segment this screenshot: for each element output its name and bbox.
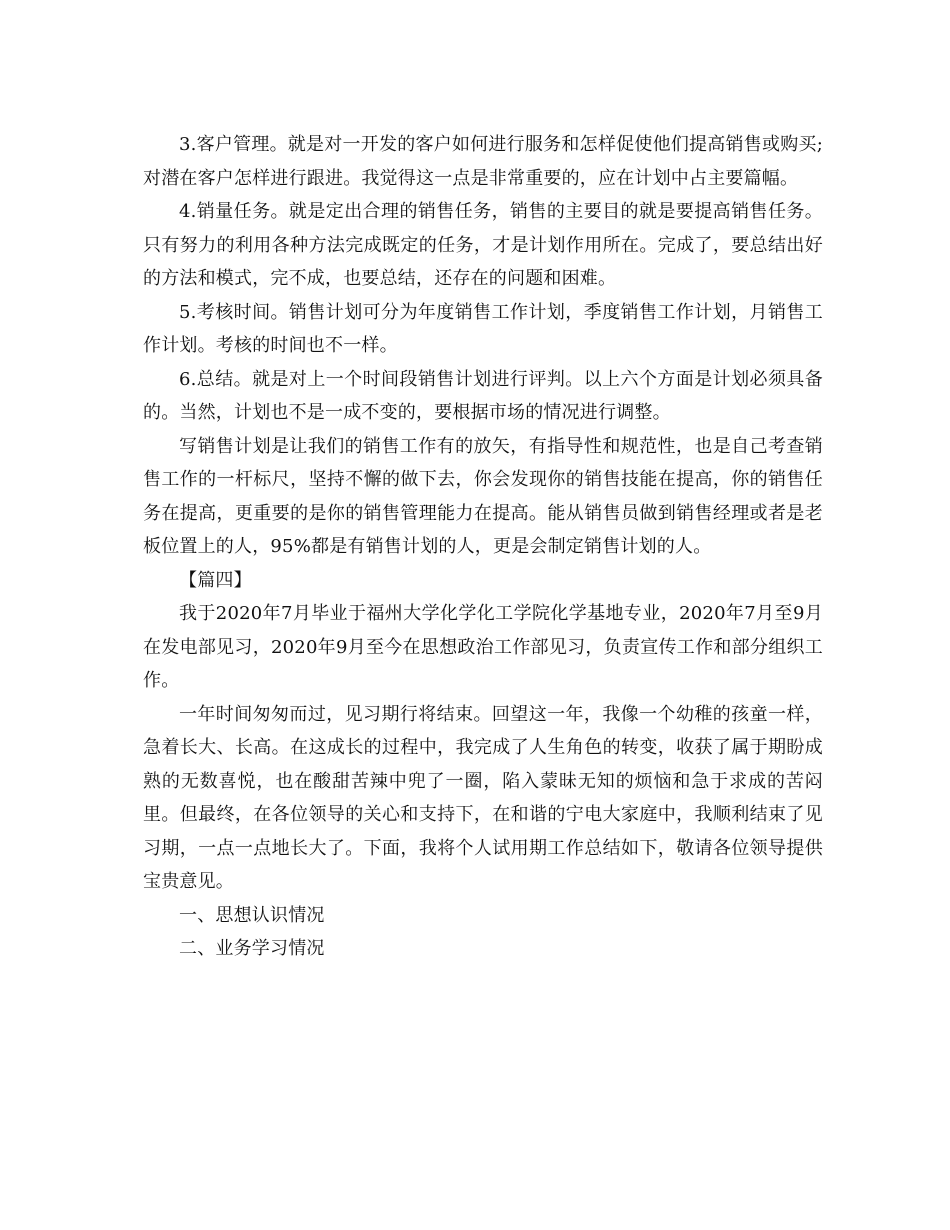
- heading-business-study: 二、业务学习情况: [179, 938, 325, 959]
- paragraph-sales-task: 4.销量任务。就是定出合理的销售任务，销售的主要目的就是要提高销售任务。只有努力的利用各种方法完成既定的任务，才是计划作用所在。完成了，要总结出好的方法和模式，完不成，也要总结，还存在的问题和困难。: [143, 201, 823, 289]
- paragraph-assessment-time: 5.考核时间。销售计划可分为年度销售工作计划，季度销售工作计划，月销售工作计划。考核的时间也不一样。: [143, 301, 823, 356]
- document-body: [143, 128, 823, 966]
- heading-ideological-understanding: 一、思想认识情况: [179, 904, 325, 926]
- paragraph-background: 我于2020年7月毕业于福州大学化学化工学院化学基地专业，2020年7月至9月在发电部见习，2020年9月至今在思想政治工作部见习，负责宣传工作和部分组织工作。: [143, 603, 823, 691]
- paragraph-sales-plan-value: 写销售计划是让我们的销售工作有的放矢，有指导性和规范性，也是自己考查销售工作的一杆标尺，坚持不懈的做下去，你会发现你的销售技能在提高，你的销售任务在提高，更重要的是你的销售管理能力在提高。能从销售员做到销售经理或者是老板位置上的人，95%都是有销售计划的人，更是会制定销售计划的人。: [143, 435, 823, 557]
- paragraph-year-review: 一年时间匆匆而过，见习期行将结束。回望这一年，我像一个幼稚的孩童一样，急着长大、长高。在这成长的过程中，我完成了人生角色的转变，收获了属于期盼成熟的无数喜悦，也在酸甜苦辣中兜了一圈，陷入蒙昧无知的烦恼和急于求成的苦闷里。但最终，在各位领导的关心和支持下，在和谐的宁电大家庭中，我顺利结束了见习期，一点一点地长大了。下面，我将个人试用期工作总结如下，敬请各位领导提供宝贵意见。: [143, 703, 823, 892]
- paragraph-summary: 6.总结。就是对上一个时间段销售计划进行评判。以上六个方面是计划必须具备的。当然，计划也不是一成不变的，要根据市场的情况进行调整。: [143, 368, 823, 423]
- paragraph-customer-management: 3.客户管理。就是对一开发的客户如何进行服务和怎样促使他们提高销售或购买;对潜在客户怎样进行跟进。我觉得这一点是非常重要的，应在计划中占主要篇幅。: [143, 134, 823, 189]
- section-heading-part-four: 【篇四】: [179, 569, 252, 591]
